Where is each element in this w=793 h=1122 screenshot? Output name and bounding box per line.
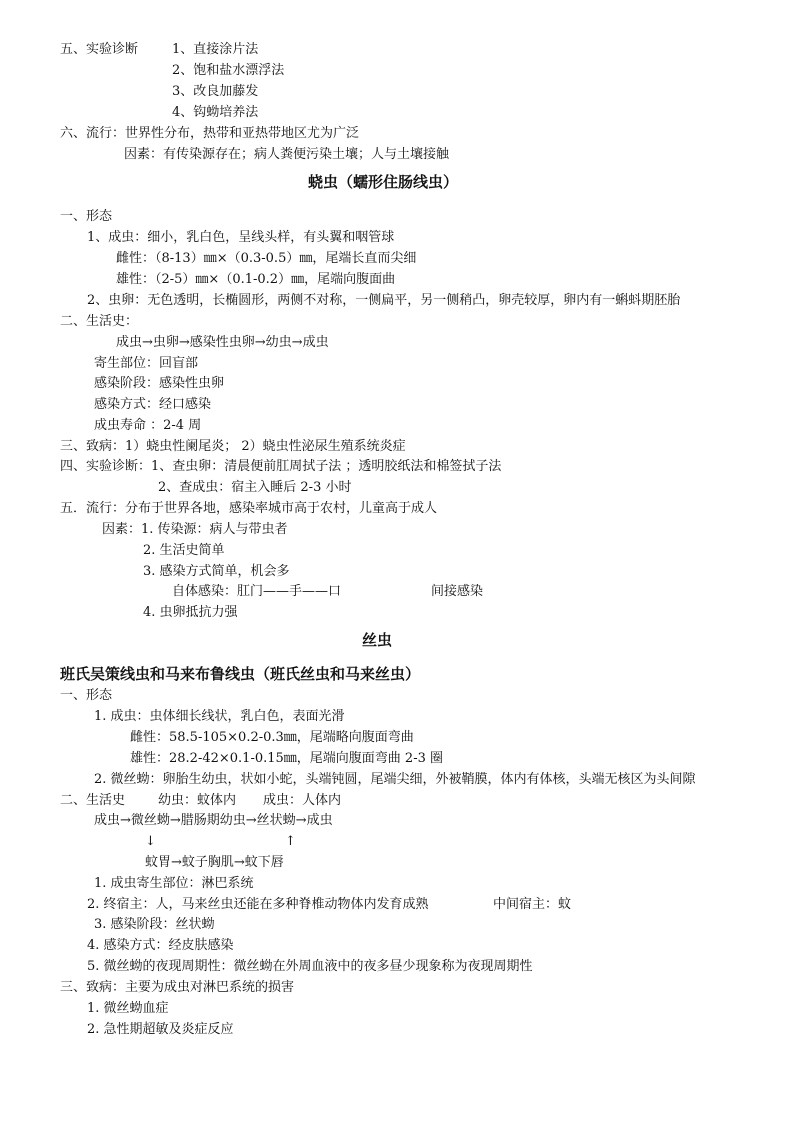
- text-line: 感染阶段：感染性虫卵: [94, 376, 225, 391]
- text-line: 1. 微丝蚴血症: [87, 1001, 169, 1016]
- section-heading-diagnosis: 五、实验诊断: [60, 42, 139, 57]
- text-line: 感染方式：经口感染: [94, 397, 212, 412]
- life-cycle-flow: 蚊胃→蚊子胸肌→蚊下唇: [145, 855, 284, 870]
- list-item: 4、钩蚴培养法: [172, 105, 259, 120]
- section-heading: 三、致病：1）蛲虫性阑尾炎； 2）蛲虫性泌尿生殖系统炎症: [60, 439, 406, 454]
- list-item: 1、直接涂片法: [172, 42, 259, 57]
- section-title-filaria: 丝虫: [362, 631, 393, 649]
- section-heading: 五．流行：分布于世界各地，感染率城市高于农村，儿童高于成人: [60, 501, 438, 516]
- text-line: 2、查成虫：宿主入睡后 2-3 小时: [158, 480, 352, 495]
- text-line: 雄性：28.2-42×0.1-0.15㎜，尾端向腹面弯曲 2-3 圈: [130, 751, 443, 766]
- text-line: 2. 急性期超敏及炎症反应: [87, 1022, 234, 1037]
- section-heading: 二、生活史: [60, 793, 126, 808]
- subsection-title: 班氏吴策线虫和马来布鲁线虫（班氏丝虫和马来丝虫）: [60, 665, 421, 683]
- text-line: 2. 生活史简单: [143, 543, 225, 558]
- section-heading: 二、生活史：: [60, 314, 139, 329]
- text-line: 5. 微丝蚴的夜现周期性：微丝蚴在外周血液中的夜多昼少现象称为夜现周期性: [87, 959, 533, 974]
- text-line: 1、成虫：细小，乳白色，呈线头样，有头翼和咽管球: [87, 230, 395, 245]
- text-line: 4. 感染方式：经皮肤感染: [87, 938, 234, 953]
- life-cycle-flow: 成虫→虫卵→感染性虫卵→幼虫→成虫: [116, 335, 329, 350]
- down-arrow: ↓: [145, 834, 156, 849]
- text-line: 3. 感染方式简单，机会多: [143, 564, 290, 579]
- life-cycle-flow: 成虫→微丝蚴→腊肠期幼虫→丝状蚴→成虫: [94, 813, 333, 828]
- text-line: 寄生部位：回盲部: [94, 356, 199, 371]
- section-heading: 一、形态: [60, 688, 113, 703]
- text-line: 因素：1. 传染源：病人与带虫者: [102, 522, 288, 537]
- text-line: 间接感染: [431, 584, 484, 599]
- text-line: 4. 虫卵抵抗力强: [143, 605, 238, 620]
- list-item: 2、饱和盐水漂浮法: [172, 63, 285, 78]
- text-line: 雌性：58.5-105×0.2-0.3㎜，尾端略向腹面弯曲: [130, 730, 414, 745]
- text-line: 成虫寿命 ：2-4 周: [94, 418, 202, 433]
- text-line: 雌性：（8-13）㎜×（0.3-0.5）㎜，尾端长直而尖细: [116, 251, 417, 266]
- section-heading-epidemiology: 六、流行：世界性分布，热带和亚热带地区尤为广泛: [60, 126, 360, 141]
- text-line: 1. 成虫：虫体细长线状，乳白色，表面光滑: [94, 709, 345, 724]
- section-heading: 三、致病：主要为成虫对淋巴系统的损害: [60, 980, 295, 995]
- section-title-pinworm: 蛲虫（蠕形住肠线虫）: [308, 173, 459, 191]
- text-line: 雄性：（2-5）㎜×（0.1-0.2）㎜，尾端向腹面曲: [116, 272, 396, 287]
- section-heading: 四、实验诊断：1、查虫卵：清晨便前肛周拭子法 ；透明胶纸法和棉签拭子法: [60, 459, 502, 474]
- text-line: 因素：有传染源存在；病人粪便污染土壤；人与土壤接触: [124, 147, 450, 162]
- text-line: 3. 感染阶段：丝状蚴: [94, 917, 215, 932]
- text-line: 2. 微丝蚴：卵胎生幼虫，状如小蛇，头端钝圆，尾端尖细，外被鞘膜，体内有体核，头端无核区为头间隙: [94, 772, 696, 787]
- text-line: 2. 终宿主：人，马来丝虫还能在多种脊椎动物体内发育成熟: [87, 897, 429, 912]
- text-line: 自体感染：肛门——手——口: [172, 584, 342, 599]
- text-line: 中间宿主：蚊: [493, 897, 572, 912]
- up-arrow: ↑: [285, 834, 296, 849]
- text-line: 1. 成虫寄生部位：淋巴系统: [94, 876, 254, 891]
- section-heading: 一、形态: [60, 209, 113, 224]
- list-item: 3、改良加藤发: [172, 84, 259, 99]
- text-line: 幼虫：蚊体内: [158, 793, 237, 808]
- text-line: 成虫：人体内: [263, 793, 342, 808]
- text-line: 2、虫卵：无色透明，长椭圆形，两侧不对称，一侧扁平，另一侧稍凸，卵壳较厚，卵内有一蝌蚪期胚胎: [87, 293, 681, 308]
